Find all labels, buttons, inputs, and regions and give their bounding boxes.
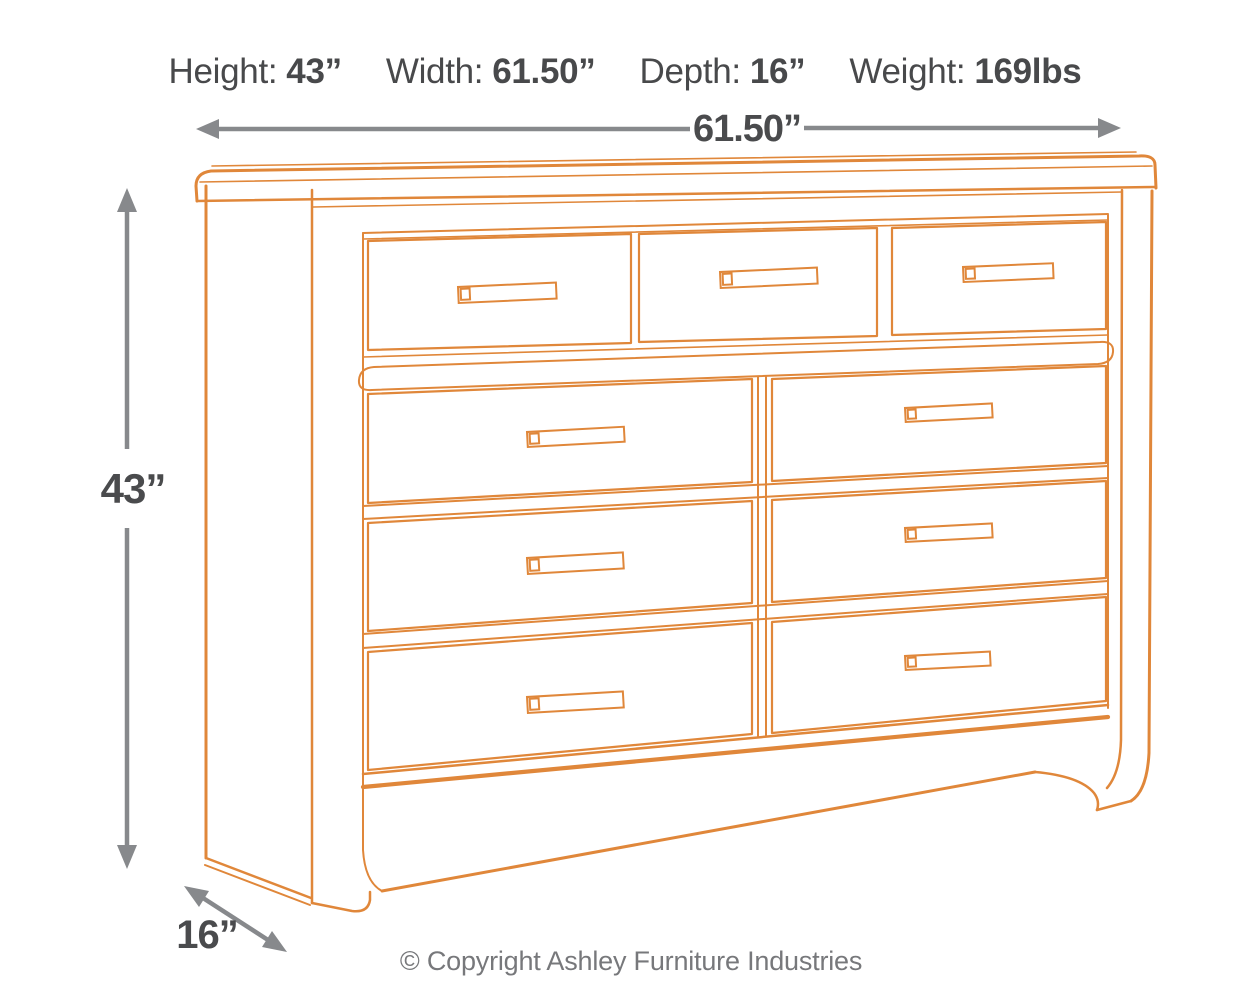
drawer-top-center <box>639 228 877 342</box>
width-arrow <box>196 108 1121 150</box>
drawer-right-row3 <box>772 597 1106 733</box>
drawer-left-row3 <box>368 623 752 770</box>
arrowhead-down-icon <box>117 845 137 869</box>
spec-height-label: Height: <box>168 52 278 91</box>
drawer-right-row1 <box>772 366 1106 481</box>
spec-depth-label: Depth: <box>639 52 741 91</box>
drawer-top-right <box>892 222 1106 335</box>
drawer-handle <box>963 263 1054 282</box>
drawer-handle <box>720 268 818 288</box>
arrowhead-left-icon <box>196 119 219 139</box>
height-arrow <box>101 188 166 869</box>
depth-dimension-label: 16” <box>176 913 238 957</box>
width-dimension-label: 61.50” <box>692 108 802 150</box>
drawer-left-row2 <box>368 501 752 631</box>
drawer-left-row1 <box>368 379 752 503</box>
drawer-handle <box>458 283 557 303</box>
drawer-top-left <box>368 234 631 350</box>
spec-width-value: 61.50” <box>492 52 596 91</box>
arrowhead-up-icon <box>117 188 137 212</box>
spec-width-label: Width: <box>385 52 484 91</box>
spec-weight-value: 169lbs <box>974 52 1082 91</box>
arrowhead-upleft-icon <box>184 886 209 907</box>
height-dimension-label: 43” <box>100 465 166 512</box>
copyright-notice: © Copyright Ashley Furniture Industries <box>399 946 863 976</box>
spec-weight-label: Weight: <box>849 52 966 91</box>
dresser-drawing <box>196 152 1156 911</box>
dresser-top <box>196 152 1156 207</box>
spec-depth-value: 16” <box>749 52 806 91</box>
arrowhead-right-icon <box>1098 118 1121 138</box>
dresser-left-side <box>205 186 382 911</box>
spec-height-value: 43” <box>286 52 342 91</box>
